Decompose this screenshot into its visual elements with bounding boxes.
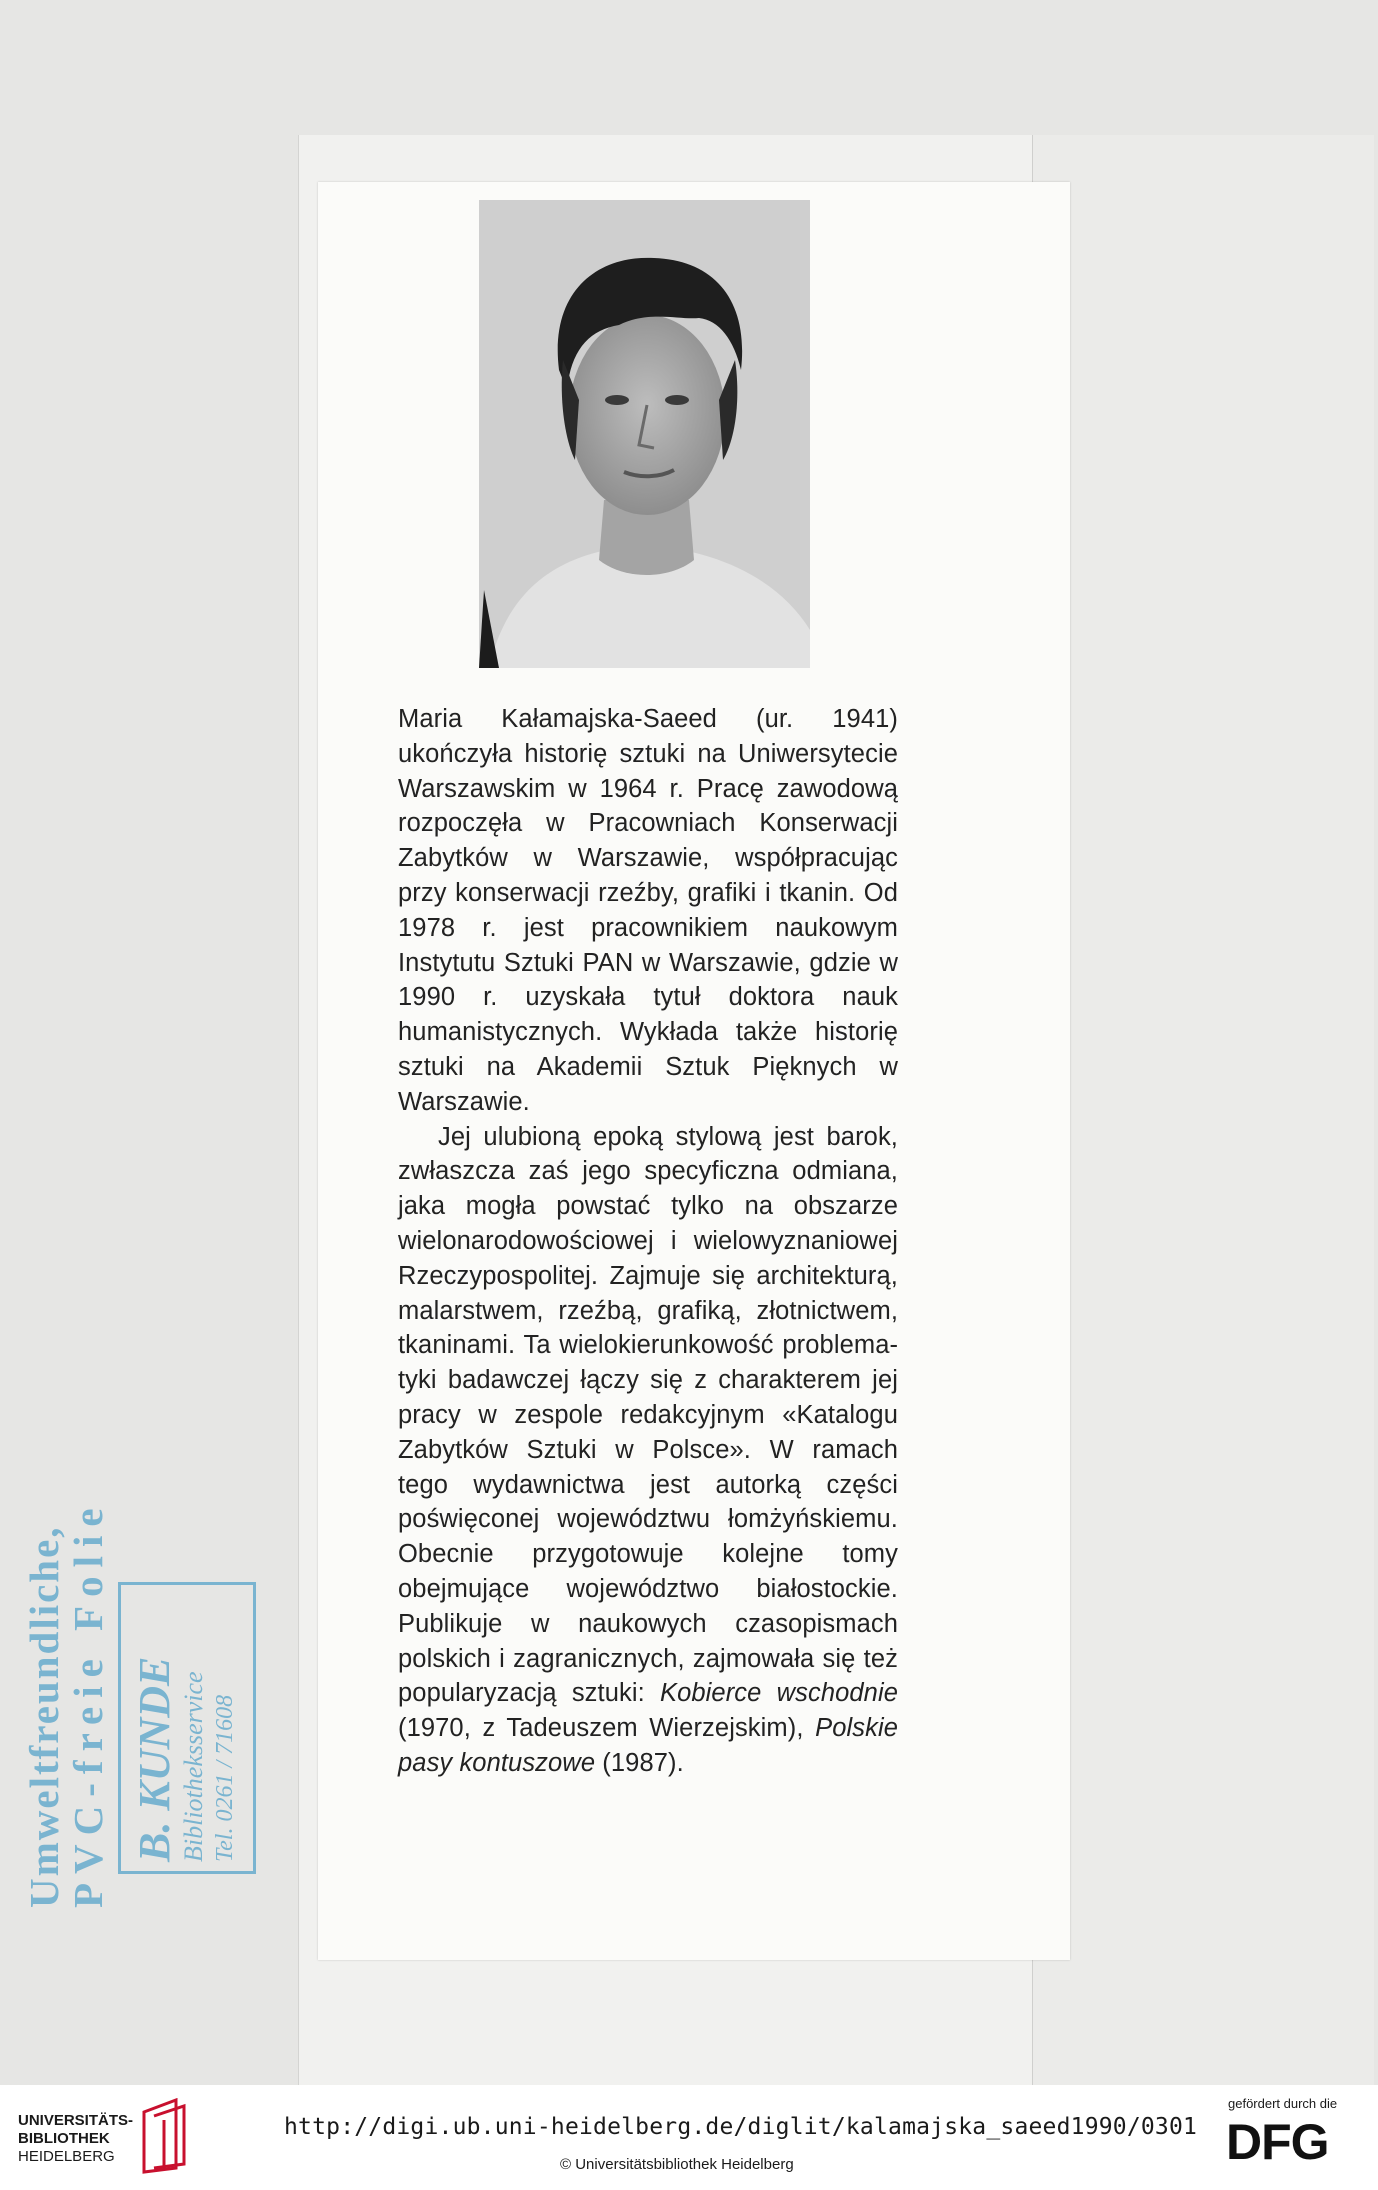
book-details-1: (1970, z Tadeuszem Wierzejskim),	[398, 1714, 804, 1743]
book-title-1: Kobierce wschodnie	[659, 1679, 898, 1708]
copyright-notice: © Universitätsbibliothek Heidelberg	[560, 2156, 794, 2173]
book-title-2: Polskie pasy kontuszowe	[398, 1714, 899, 1777]
source-url-link[interactable]: http://digi.ub.uni-heidelberg.de/diglit/kalamajska_saeed1990/0301	[284, 2114, 1198, 2140]
logo-line-2: BIBLIOTHEK	[18, 2130, 110, 2147]
bio-paragraph-2-text: Jej ulubioną epoką stylową jest barok, zwłaszcza zaś jego specyficzna odmiana, jaka mogła powstać tylko na obszarze wielonarodowościowej i wielowyznaniowej Rzeczypospolitej. Zajmuje się architekturą, malarstwem, rzeźbą, grafiką, złotnictwem, tkaninami. Ta wielokierunkowość problematyki badawczej łączy się z charakterem jej pracy w zespole redakcyjnym «Katalogu Zabytków Sztuki w Polsce». W ramach tego wydawnictwa jest autorką części poświęconej województwu łomżyńskiemu. Obecnie przygotowuje kolejne tomy obejmujące województwo białostockie. Publikuje w naukowych czasopismach polskich i zagranicznych, zajmowała się też popularyzacją sztuki:	[398, 1122, 898, 1708]
bio-paragraph-1: Maria Kałamajska-Saeed (ur. 1941) ukończyła historię sztuki na Uniwersytecie Warszawskim w 1964 r. Pracę zawodową rozpoczęła w Pracowniach Konserwacji Zabytków w Warszawie, współpracując przy konserwacji rzeźby, grafiki i tkanin. Od 1978 r. jest pracownikiem naukowym Instytutu Sztuki PAN w Warszawie, gdzie w 1990 r. uzyskała tytuł doktora nauk humanistycznych. Wykłada także historię sztuki na Akademii Sztuk Pięknych w Warszawie.	[398, 705, 898, 1116]
ub-heidelberg-logo-icon	[140, 2098, 190, 2174]
ub-logo-text	[18, 2112, 133, 2166]
bookbinder-stamp	[132, 1592, 240, 1862]
author-portrait-photo	[479, 200, 810, 668]
logo-line-1: UNIVERSITÄTS-	[18, 2112, 134, 2129]
stamp-line-2: PVC-freie Folie	[65, 1499, 111, 1908]
funding-note: gefördert durch die	[1228, 2096, 1338, 2111]
portrait-icon	[479, 200, 810, 668]
book-details-2: (1987).	[602, 1748, 684, 1777]
biography-text	[398, 702, 898, 1781]
eco-foil-stamp	[22, 1499, 110, 1908]
stamp-service: Bibliotheksservice	[179, 1671, 208, 1862]
pocket-flap	[1032, 135, 1374, 2085]
logo-line-3: HEIDELBERG	[18, 2148, 115, 2165]
stamp-line-1: Umweltfreundliche,	[21, 1525, 67, 1908]
bio-paragraph-2	[398, 1120, 898, 1781]
dfg-logo: DFG	[1226, 2114, 1329, 2170]
stamp-phone: Tel. 0261 / 71608	[212, 1694, 238, 1862]
stamp-name: B. KUNDE	[130, 1656, 179, 1862]
